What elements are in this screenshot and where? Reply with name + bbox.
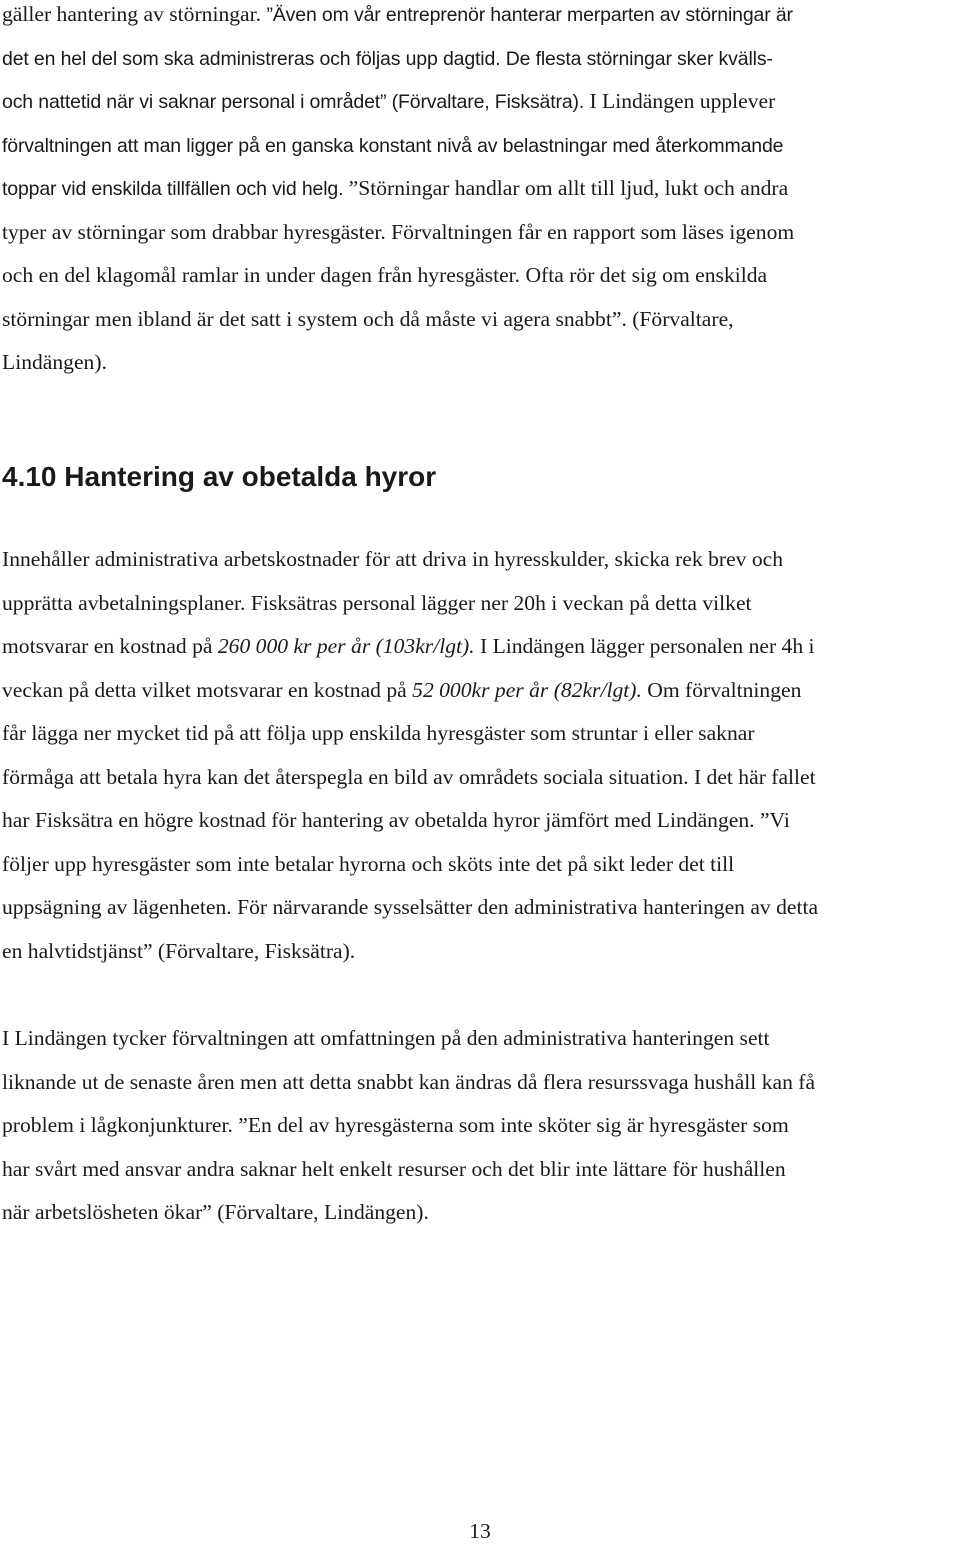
text-span: veckan på detta vilket motsvarar en kostnad på <box>2 677 413 702</box>
text-span: 52 000kr per år (82kr/lgt). <box>412 677 642 702</box>
text-span: ”Störningar handlar om allt till ljud, lukt och andra <box>348 176 789 200</box>
text-line <box>2 590 752 616</box>
text-line <box>2 306 734 332</box>
text-line <box>2 1156 786 1182</box>
text-span: I Lindängen upplever <box>589 89 776 113</box>
text-span: ”Även om vår entreprenör hanterar merparten av störningar är <box>266 4 793 26</box>
text-line <box>2 938 355 964</box>
text-span: förvaltningen att man ligger på en ganska konstant nivå av belastningar med återkommande <box>2 134 784 157</box>
text-span: störningar men ibland är det satt i system och då måste vi agera snabbt”. (Förvaltare, <box>2 306 734 331</box>
text-span: Om förvaltningen <box>641 677 802 702</box>
text-line <box>2 349 107 375</box>
text-span: motsvarar en kostnad på <box>2 634 218 658</box>
text-line <box>2 851 734 877</box>
text-span: när arbetslösheten ökar” (Förvaltare, Lindängen). <box>2 1200 429 1224</box>
text-line <box>2 633 815 659</box>
text-span: typer av störningar som drabbar hyresgäster. Förvaltningen får en rapport som läses igenom <box>2 219 795 244</box>
text-line <box>2 807 790 833</box>
text-span: toppar vid enskilda tillfällen och vid helg. <box>2 178 349 200</box>
text-line <box>2 677 801 703</box>
text-line <box>2 219 794 245</box>
text-span: har Fisksätra en högre kostnad för hantering av obetalda hyror jämfört med Lindängen. ”Vi <box>2 808 790 832</box>
section-heading: 4.10 Hantering av obetalda hyror <box>2 461 437 492</box>
text-line <box>2 1069 815 1095</box>
text-span: och nattetid när vi saknar personal i området” (Förvaltare, Fisksätra). <box>2 91 590 113</box>
text-line <box>2 175 788 202</box>
text-span: har svårt med ansvar andra saknar helt enkelt resurser och det blir inte lättare för hushållen <box>2 1156 786 1181</box>
text-line <box>2 45 773 72</box>
text-line <box>2 88 775 115</box>
text-span: får lägga ner mycket tid på att följa upp enskilda hyresgäster som struntar i eller saknar <box>2 721 755 745</box>
text-span: förmåga att betala hyra kan det återspegla en bild av områdets sociala situation. I det här fallet <box>2 764 816 789</box>
text-span: 260 000 kr per år (103kr/lgt). <box>217 634 475 658</box>
text-line <box>2 1112 789 1138</box>
text-line <box>2 132 783 159</box>
text-line <box>2 1025 770 1051</box>
text-span: gäller hantering av störningar. <box>2 2 267 26</box>
text-span: uppsägning av lägenheten. För närvarande sysselsätter den administrativa hanteringen av detta <box>2 895 819 919</box>
text-span: och en del klagomål ramlar in under dagen från hyresgäster. Ofta rör det sig om enskilda <box>2 263 768 287</box>
text-line <box>2 720 755 746</box>
text-span: en halvtidstjänst” (Förvaltare, Fisksätra). <box>2 938 356 963</box>
page-number: 13 <box>469 1519 491 1543</box>
text-span: upprätta avbetalningsplaner. Fisksätras personal lägger ner 20h i veckan på detta vilket <box>2 590 752 615</box>
text-span: Innehåller administrativa arbetskostnader för att driva in hyresskulder, skicka rek brev och <box>2 547 784 571</box>
text-span: I Lindängen lägger personalen ner 4h i <box>474 634 815 658</box>
text-span: det en hel del som ska administreras och följas upp dagtid. De flesta störningar sker kvälls- <box>2 47 773 70</box>
text-line <box>2 262 767 288</box>
text-line <box>2 546 783 572</box>
text-line <box>2 764 816 790</box>
text-span: problem i lågkonjunkturer. ”En del av hyresgästerna som inte sköter sig är hyresgäster som <box>2 1113 789 1137</box>
text-line <box>2 894 818 920</box>
text-line <box>2 1 793 28</box>
text-span: följer upp hyresgäster som inte betalar hyrorna och sköts inte det på sikt leder det till <box>2 851 735 876</box>
text-span: I Lindängen tycker förvaltningen att omfattningen på den administrativa hanteringen sett <box>2 1026 770 1050</box>
text-line <box>2 1199 429 1225</box>
text-span: liknande ut de senaste åren men att detta snabbt kan ändras då flera resurssvaga hushåll kan få <box>2 1069 816 1094</box>
text-span: Lindängen). <box>2 350 107 374</box>
